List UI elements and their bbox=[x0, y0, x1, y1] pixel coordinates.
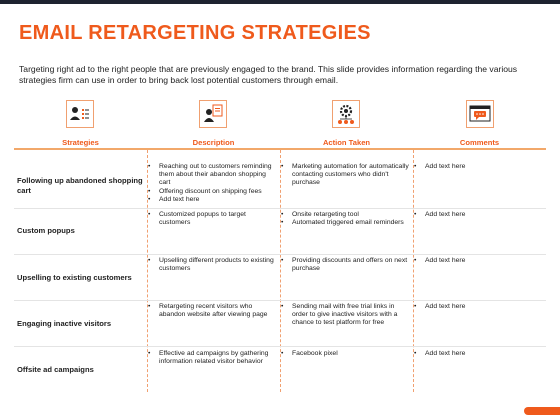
table-row-strategy: Offsite ad campaigns bbox=[17, 365, 94, 374]
list-item: • Reaching out to customers reminding them about their abandon shopping cart bbox=[147, 163, 278, 188]
column-header-description: Description bbox=[192, 138, 235, 147]
table-cell-description bbox=[147, 303, 278, 319]
list-item: • Add text here bbox=[413, 350, 544, 358]
list-item: • Add text here bbox=[413, 163, 544, 171]
column-header-comments: Comments bbox=[459, 138, 500, 147]
table-cell-description bbox=[147, 350, 278, 366]
table-cell-action bbox=[280, 211, 411, 227]
list-item: • Marketing automation for automatically contacting customers who didn't purchase bbox=[280, 163, 411, 188]
list-item: • Retargeting recent visitors who abandon website after viewing page bbox=[147, 303, 278, 319]
list-item: • Providing discounts and offers on next purchase bbox=[280, 257, 411, 273]
list-item: • Add text here bbox=[413, 257, 544, 265]
column-header-strategies: Strategies bbox=[62, 138, 99, 147]
table-cell-comments bbox=[413, 211, 544, 219]
table-cell-description bbox=[147, 211, 278, 227]
table-row-strategy: Upselling to existing customers bbox=[17, 273, 132, 282]
people-list-icon bbox=[66, 100, 94, 128]
table-cell-action bbox=[280, 303, 411, 328]
table-row-strategy: Custom popups bbox=[17, 226, 75, 235]
table-cell-comments bbox=[413, 257, 544, 265]
list-item: • Offering discount on shipping fees bbox=[147, 188, 278, 196]
list-item: • Automated triggered email reminders bbox=[280, 219, 411, 227]
table-cell-action bbox=[280, 163, 411, 188]
row-separator bbox=[14, 208, 546, 209]
list-item: • Upselling different products to existing customers bbox=[147, 257, 278, 273]
chat-window-icon bbox=[466, 100, 494, 128]
slide-title: EMAIL RETARGETING STRATEGIES bbox=[19, 22, 371, 44]
list-item: • Add text here bbox=[413, 211, 544, 219]
column-header-action-taken: Action Taken bbox=[322, 138, 371, 147]
list-item: • Onsite retargeting tool bbox=[280, 211, 411, 219]
gear-network-icon bbox=[332, 100, 360, 128]
table-cell-description bbox=[147, 163, 278, 204]
list-item: • Effective ad campaigns by gathering information related visitor behavior bbox=[147, 350, 278, 366]
list-item: • Add text here bbox=[147, 196, 278, 204]
table-row-strategy: Engaging inactive visitors bbox=[17, 319, 112, 328]
decorative-accent-bar bbox=[524, 407, 560, 415]
table-cell-comments bbox=[413, 350, 544, 358]
table-row-strategy: Following up abandoned shopping cart bbox=[17, 176, 143, 195]
table-cell-comments bbox=[413, 163, 544, 171]
row-separator bbox=[14, 346, 546, 347]
slide-intro: Targeting right ad to the right people that are previously engaged to the brand. This slide provides information regarding the various strategies firm can use in order to bring back lost potential customers through email. bbox=[19, 64, 518, 85]
list-item: • Sending mail with free trial links in order to give inactive visitors with a chance to test platform for free bbox=[280, 303, 411, 328]
person-document-icon bbox=[199, 100, 227, 128]
list-item: • Customized popups to target customers bbox=[147, 211, 278, 227]
table-cell-description bbox=[147, 257, 278, 273]
top-bar bbox=[0, 0, 560, 4]
list-item: • Facebook pixel bbox=[280, 350, 411, 358]
table-cell-action bbox=[280, 350, 411, 358]
list-item: • Add text here bbox=[413, 303, 544, 311]
row-separator bbox=[14, 300, 546, 301]
table-cell-action bbox=[280, 257, 411, 273]
table-cell-comments bbox=[413, 303, 544, 311]
row-separator bbox=[14, 254, 546, 255]
